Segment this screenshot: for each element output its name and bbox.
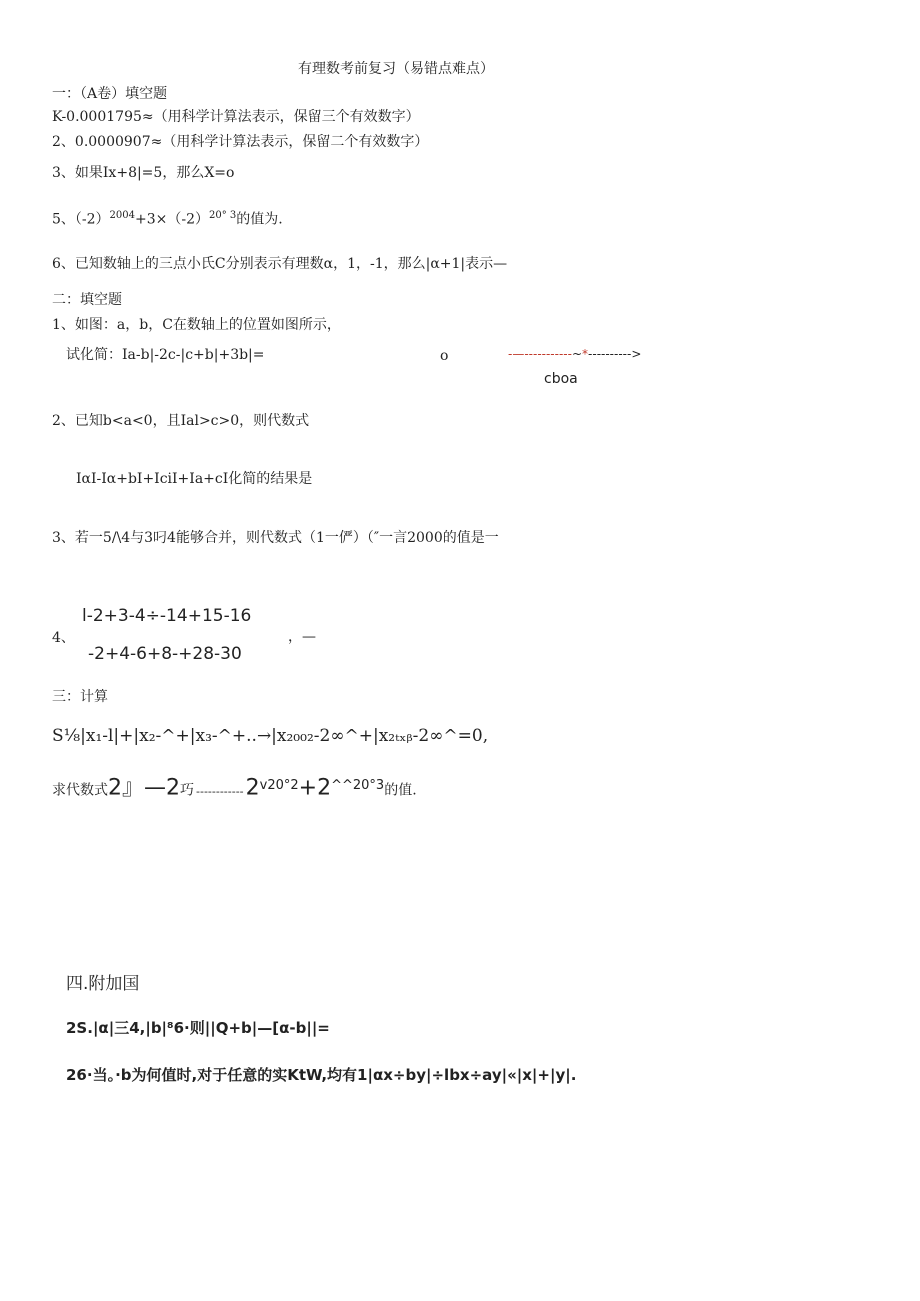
question-2-1: 1、如图：a，b，C在数轴上的位置如图所示， xyxy=(52,317,341,333)
expr-term-4: 2 xyxy=(245,775,260,801)
expr-exponent-1: v20°2 xyxy=(259,778,299,793)
expr-dashes: ------------ xyxy=(196,784,244,798)
section-2-heading: 二：填空题 xyxy=(52,292,122,308)
expr-term-5: +2 xyxy=(298,775,332,801)
question-26: 26·当。·b为何值时,对于任意的实KtW,均有1|αx÷by|÷lbx÷ay|«|x|+|y|. xyxy=(66,1066,577,1084)
question-2-4-numerator: l-2+3-4÷-14+15-16 xyxy=(82,606,252,626)
section-3-heading: 三：计算 xyxy=(52,689,108,705)
question-1-3: 3、如果Ix+8|=5，那么X=o xyxy=(52,165,235,181)
question-1-2: 2、0.0000907≈（用科学计算法表示，保留二个有效数字） xyxy=(52,134,429,150)
number-line xyxy=(508,345,641,363)
question-2-4-label: 4、 xyxy=(52,630,75,646)
number-line-labels: cboa xyxy=(544,371,578,387)
section-3-expression xyxy=(52,772,417,806)
q5-exponent-1: 2004 xyxy=(109,210,135,221)
number-line-left: -—----------- xyxy=(508,347,572,361)
page-title: 有理数考前复习（易错点难点） xyxy=(298,61,494,77)
question-1-1: K-0.0001795≈（用科学计算法表示，保留三个有效数字） xyxy=(52,109,420,125)
number-line-point: * xyxy=(582,347,589,361)
question-2-1-expression: 试化简：Ia-b|-2c-|c+b|+3b|= xyxy=(66,347,265,363)
q5-part-a: 5、（-2） xyxy=(52,211,110,228)
question-2-4-denominator: -2+4-6+8-+28-30 xyxy=(88,644,242,664)
number-line-right: ----------> xyxy=(588,347,642,361)
section-1-heading: 一：（A卷）填空题 xyxy=(52,86,168,102)
question-2-2-expression: IαI-Iα+bI+IciI+Ia+cI化简的结果是 xyxy=(76,471,313,487)
q5-exponent-2: 20° 3 xyxy=(209,210,237,221)
question-1-6: 6、已知数轴上的三点小氏C分别表示有理数α，1，-1，那么|α+1|表示— xyxy=(52,256,508,272)
question-2-3: 3、若一5/\4与3叼4能够合并，则代数式（1一俨）（″一言2000的值是一 xyxy=(52,530,499,546)
section-3-condition: S⅛|x₁-l|+|x₂-^+|x₃-^+..→|x₂₀₀₂-2∞^+|x₂ₜₓᵦ-2∞^=0, xyxy=(52,726,489,746)
q5-part-b: +3×（-2） xyxy=(135,211,210,228)
q5-part-c: 的值为. xyxy=(236,211,283,228)
question-2-1-answer-mark: o xyxy=(440,348,449,364)
expr-exponent-2: ^^20°3 xyxy=(331,778,385,793)
question-2-2: 2、已知b<a<0，且Ial>c>0，则代数式 xyxy=(52,413,310,429)
question-25: 2S.|α|三4,|b|⁸6·则||Q+b|—[α-b||= xyxy=(66,1019,330,1037)
section-4-heading: 四.附加国 xyxy=(66,974,140,994)
expr-term-1: 2』 xyxy=(108,775,144,801)
question-1-5 xyxy=(52,207,283,229)
expr-term-2: —2 xyxy=(144,775,180,801)
question-2-4-tail: ，— xyxy=(288,629,316,645)
expr-suffix: 的值. xyxy=(384,782,417,799)
number-line-tilde: ~ xyxy=(571,347,583,361)
expr-prefix: 求代数式 xyxy=(52,782,108,799)
expr-term-3: 巧 xyxy=(180,782,194,799)
